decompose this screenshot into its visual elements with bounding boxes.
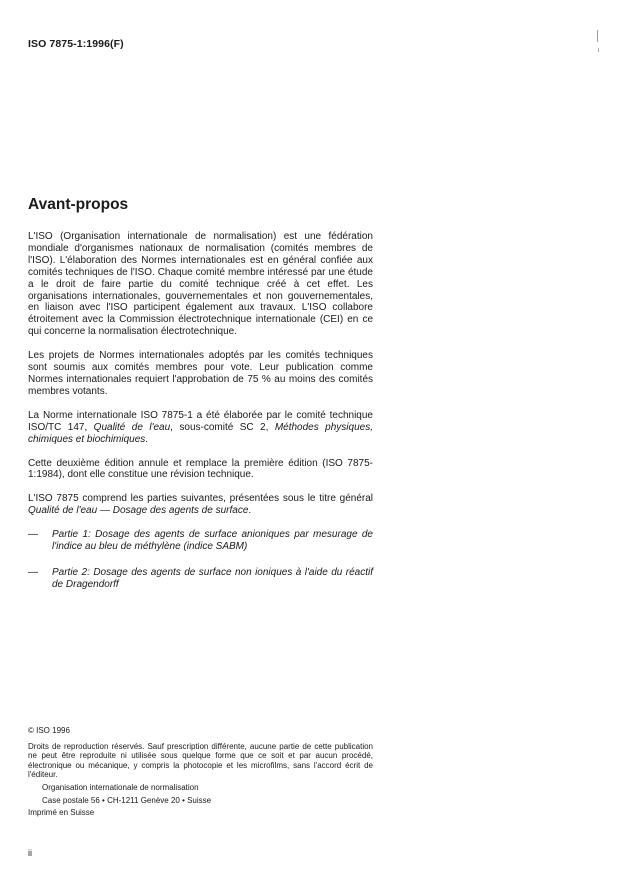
printed-in: Imprimé en Suisse [28, 808, 95, 818]
postal-address: Case postale 56 • CH-1211 Genève 20 • Suisse [42, 795, 212, 805]
list-item-text: Partie 2: Dosage des agents de surface non ioniques à l'aide du réactif de Dragendorff [52, 566, 373, 590]
paragraph-voting: Les projets de Normes internationales adoptés par les comités techniques sont soumis aux comités membres pour vote. Leur publication comme Normes internationales requiert l'approbation de 75 % au moins des comités membres votants. [28, 350, 373, 397]
paragraph-edition: Cette deuxième édition annule et remplace la première édition (ISO 7875-1:1984), dont elle constitue une révision technique. [28, 457, 373, 481]
list-item-text: Partie 1: Dosage des agents de surface anioniques par mesurage de l'indice au bleu de méthylène (indice SABM) [52, 529, 373, 553]
document-identifier: ISO 7875-1:1996(F) [28, 38, 124, 50]
scan-artifact [597, 30, 598, 42]
copyright-footer [28, 726, 373, 818]
rights-statement: Droits de reproduction réservés. Sauf prescription différente, aucune partie de cette publication ne peut être reproduite ni utilisée sous quelque forme que ce soit et par aucun procédé, électronique ou mécanique, y compris la photocopie et les microfilms, sans l'accord écrit de l'éditeur. [28, 741, 373, 780]
organisation-name: Organisation internationale de normalisation [42, 782, 199, 792]
list-item-part-1 [28, 529, 373, 553]
list-item-part-2 [28, 567, 373, 591]
paragraph-committee: La Norme internationale ISO 7875-1 a été élaborée par le comité technique ISO/TC 147, Qualité de l'eau, sous-comité SC 2, Méthodes physiques, chimiques et biochimiques. [28, 409, 373, 445]
page-number: ii [28, 848, 32, 858]
foreword-body [28, 231, 373, 605]
scan-artifact [598, 48, 599, 52]
paragraph-iso-intro: L'ISO (Organisation internationale de normalisation) est une fédération mondiale d'organismes nationaux de normalisation (comités membres de l'ISO). L'élaboration des Normes internationales est en général confiée aux comités techniques de l'ISO. Chaque comité membre intéressé par une étude a le droit de faire partie du comité technique créé à cet effet. Les organisations internationales, gouvernementales et non gouvernementales, en liaison avec l'ISO participent également aux travaux. L'ISO collabore étroitement avec la Commission électrotechnique internationale (CEI) en ce qui concerne la normalisation électrotechnique. [28, 231, 373, 338]
dash-bullet: — [28, 566, 38, 578]
paragraph-parts: L'ISO 7875 comprend les parties suivantes, présentées sous le titre général Qualité de l'eau — Dosage des agents de surface. [28, 493, 373, 517]
section-title: Avant-propos [28, 196, 129, 213]
dash-bullet: — [28, 529, 38, 541]
copyright-notice: © ISO 1996 [28, 726, 70, 735]
